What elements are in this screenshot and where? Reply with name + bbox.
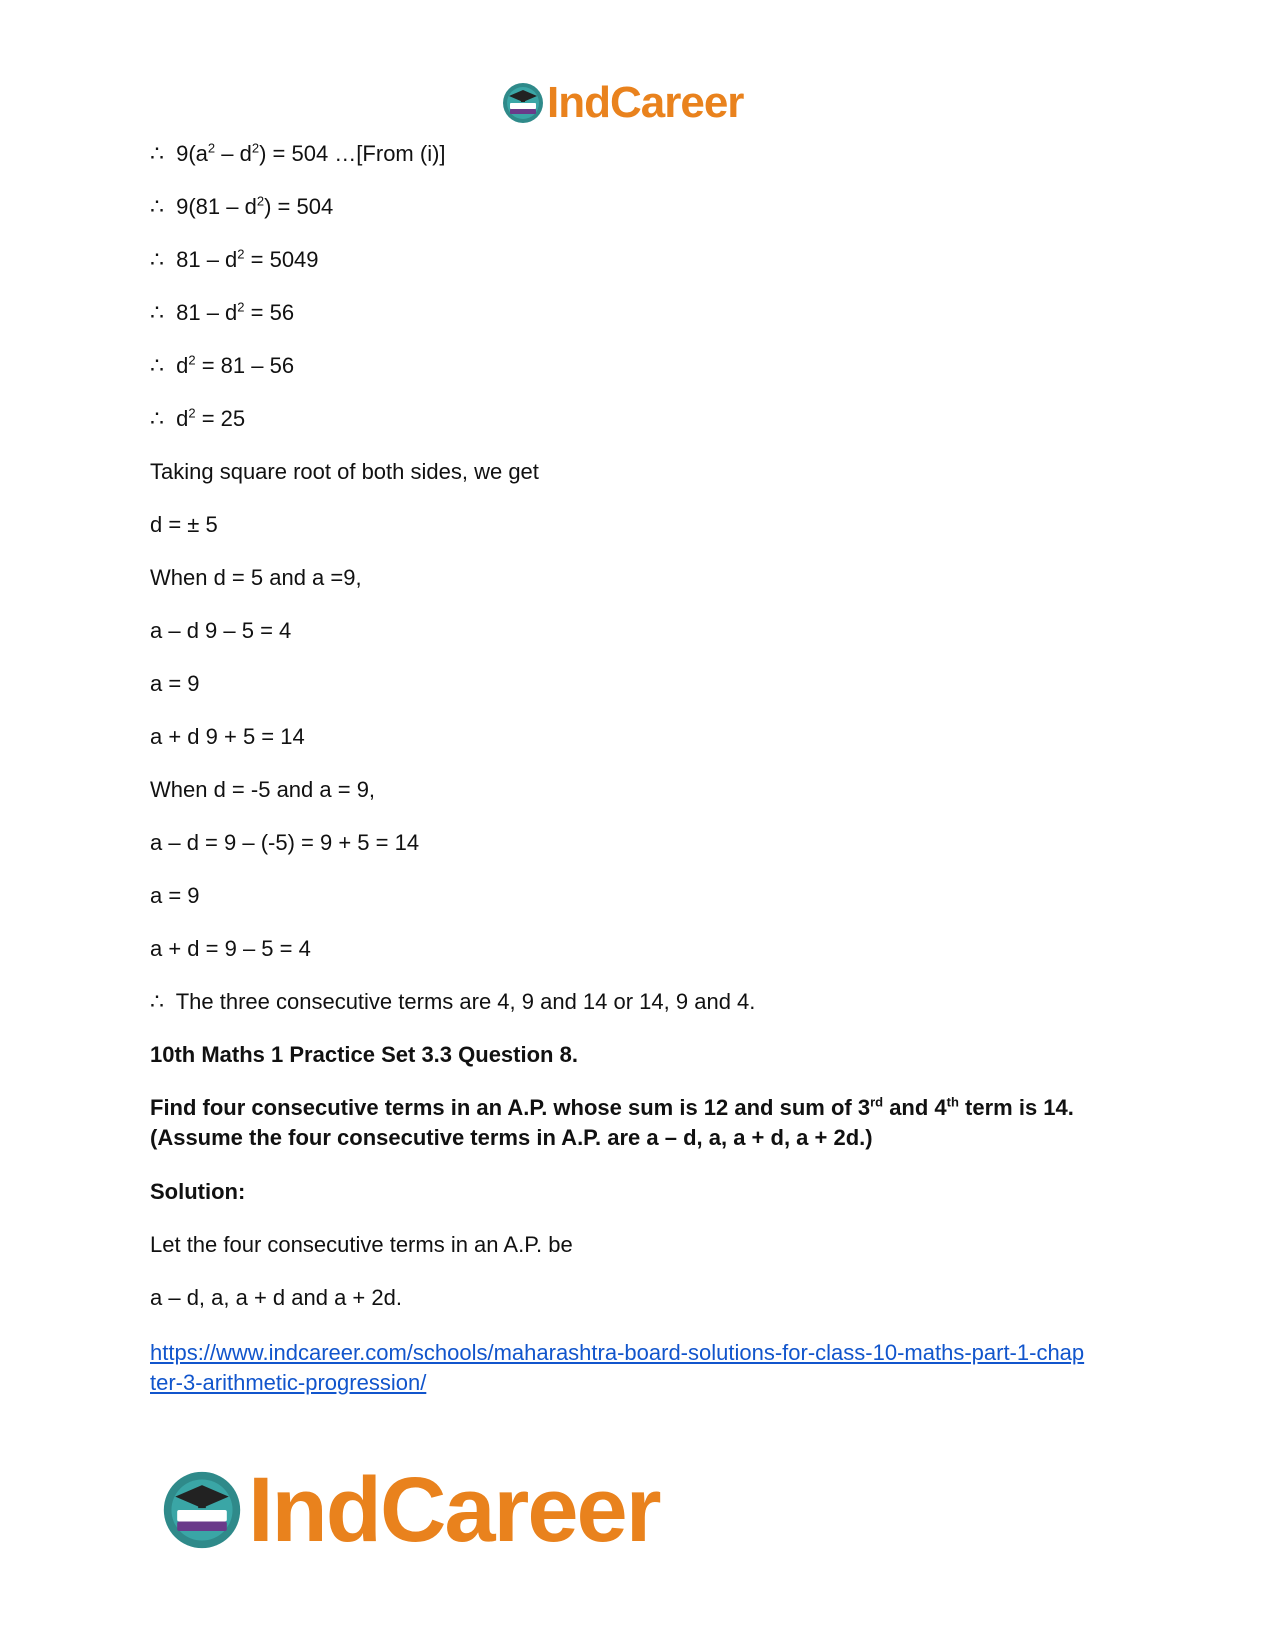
equation-line: ∴ $9(81 - d^2) = 504$ (150, 193, 334, 219)
text-line: a = 9 (150, 671, 200, 696)
equation-line: ∴ $9(a^2 - d^2) = 504$ …[From (i)] (150, 140, 446, 166)
therefore-symbol: ∴ (150, 194, 164, 219)
text-line: a = 9 (150, 883, 200, 908)
text-line: a – d 9 – 5 = 4 (150, 618, 292, 643)
text-line: Let the four consecutive terms in an A.P. be (150, 1232, 573, 1257)
therefore-symbol: ∴ (150, 989, 164, 1014)
footer-logo (160, 1459, 660, 1561)
graduation-book-icon (501, 81, 545, 125)
question-text: Find four consecutive terms in an A.P. whose sum is 12 and sum of 3rd and 4th term is 14. (150, 1094, 1074, 1120)
equation-line: ∴ $d^2 = 81 - 56$ (150, 352, 295, 378)
therefore-symbol: ∴ (150, 406, 164, 431)
text-line: a + d 9 + 5 = 14 (150, 724, 305, 749)
equation-line: ∴ $d^2 = 25$ (150, 405, 246, 431)
therefore-symbol: ∴ (150, 141, 164, 166)
equation-line: ∴ $81 - d^2 = 5049$ (150, 246, 319, 272)
source-link[interactable]: https://www.indcareer.com/schools/maharashtra-board-solutions-for-class-10-maths-part-1-chap ter-3-arithmetic-progression/ (150, 1340, 1085, 1395)
text-line: When d = -5 and a = 9, (150, 777, 376, 802)
text-line: a – d = 9 – (-5) = 9 + 5 = 14 (150, 830, 420, 855)
question-text-line2: (Assume the four consecutive terms in A.P. are a – d, a, a + d, a + 2d.) (150, 1125, 873, 1150)
question-title: 10th Maths 1 Practice Set 3.3 Question 8. (150, 1042, 578, 1067)
therefore-symbol: ∴ (150, 247, 164, 272)
solution-label: Solution: (150, 1179, 246, 1204)
text-line: d = ± 5 (150, 512, 218, 537)
therefore-symbol: ∴ (150, 353, 164, 378)
header-logo (501, 80, 743, 126)
conclusion-line: ∴ The three consecutive terms are 4, 9 and 14 or 14, 9 and 4. (150, 989, 756, 1014)
text-line: When d = 5 and a =9, (150, 565, 362, 590)
brand-name: IndCareer (547, 78, 744, 127)
graduation-book-icon (160, 1468, 244, 1552)
therefore-symbol: ∴ (150, 300, 164, 325)
brand-name: IndCareer (248, 1459, 660, 1561)
text-line: a – d, a, a + d and a + 2d. (150, 1285, 402, 1310)
text-line: Taking square root of both sides, we get (150, 459, 539, 484)
equation-line: ∴ $81 - d^2 = 56$ (150, 299, 295, 325)
text-line: a + d = 9 – 5 = 4 (150, 936, 311, 961)
